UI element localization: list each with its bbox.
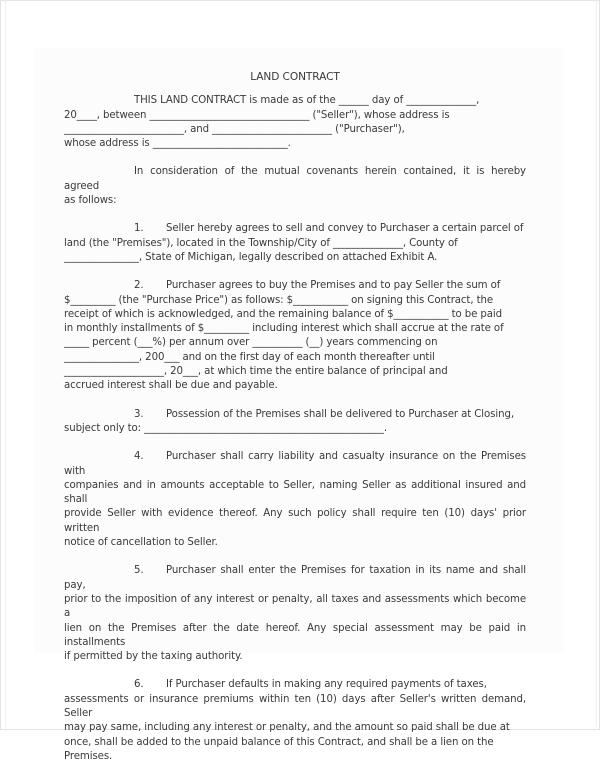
intro-line: THIS LAND CONTRACT is made as of the ______ day of ______________, xyxy=(134,95,480,107)
intro-line: whose address is ___________________________. xyxy=(64,138,291,150)
section-line: Purchaser agrees to buy the Premises and to pay Seller the sum of xyxy=(166,280,501,292)
section-line: _______________, State of Michigan, legally described on attached Exhibit A. xyxy=(64,251,438,263)
section-3 xyxy=(64,408,526,437)
section-line: accrued interest shall be due and payable. xyxy=(64,380,278,392)
document-title: LAND CONTRACT xyxy=(250,71,340,83)
section-number: 1. xyxy=(134,223,144,235)
section-line: if permitted by the taxing authority. xyxy=(64,651,243,663)
land-contract-document xyxy=(64,70,526,764)
section-number: 6. xyxy=(134,679,144,691)
section-line: Purchaser shall carry liability and casualty insurance on the Premises with xyxy=(64,451,526,477)
preamble-line: In consideration of the mutual covenants herein contained, it is hereby agreed xyxy=(64,166,526,192)
section-line: notice of cancellation to Seller. xyxy=(64,537,218,549)
section-1 xyxy=(64,222,526,265)
section-line: receipt of which is acknowledged, and the remaining balance of $___________ to be paid xyxy=(64,308,503,320)
section-6 xyxy=(64,678,526,764)
section-number: 2. xyxy=(134,280,144,292)
section-line: ____________________, 20___, at which time the entire balance of principal and xyxy=(64,366,448,378)
section-line: land (the "Premises"), located in the Township/City of ______________, County of xyxy=(64,237,458,249)
section-line: assessments or insurance premiums within ten (10) days after Seller's written demand, Seller xyxy=(64,693,526,719)
intro-line: 20____, between ________________________________ ("Seller"), whose address is xyxy=(64,109,450,121)
section-line: Seller hereby agrees to sell and convey to Purchaser a certain parcel of xyxy=(166,223,524,235)
section-line: companies and in amounts acceptable to Seller, naming Seller as additional insured and shall xyxy=(64,479,526,506)
preamble-paragraph xyxy=(64,165,526,208)
section-line: _______________, 200___ and on the first day of each month thereafter until xyxy=(64,351,435,363)
section-line: Premises. xyxy=(64,750,113,762)
section-line: subject only to: ________________________________________________. xyxy=(64,422,387,434)
intro-paragraph xyxy=(64,94,526,151)
section-line: lien on the Premises after the date hereof. Any special assessment may be paid in installments xyxy=(64,622,526,648)
preamble-line: as follows: xyxy=(64,195,117,207)
section-line: provide Seller with evidence thereof. Any such policy shall require ten (10) days' prior written xyxy=(64,508,526,534)
section-line: prior to the imposition of any interest or penalty, all taxes and assessments which become a xyxy=(64,593,526,620)
section-line: If Purchaser defaults in making any required payments of taxes, xyxy=(166,679,487,691)
section-number: 5. xyxy=(134,565,144,577)
section-line: in monthly installments of $_________ including interest which shall accrue at the rate of xyxy=(64,323,504,335)
section-line: Possession of the Premises shall be delivered to Purchaser at Closing, xyxy=(166,408,514,420)
section-line: $_________ (the "Purchase Price") as follows: $___________ on signing this Contract, the xyxy=(64,294,494,306)
section-2 xyxy=(64,279,526,393)
intro-line: ________________________, and ________________________ ("Purchaser"), xyxy=(64,123,405,135)
section-line: _____ percent (___%) per annum over __________ (__) years commencing on xyxy=(64,337,438,349)
section-number: 4. xyxy=(134,451,144,463)
section-line: may pay same, including any interest or penalty, and the amount so paid shall be due at xyxy=(64,722,510,734)
section-4 xyxy=(64,450,526,550)
section-line: Purchaser shall enter the Premises for taxation in its name and shall pay, xyxy=(64,565,526,591)
section-5 xyxy=(64,564,526,664)
section-number: 3. xyxy=(134,408,144,420)
section-line: once, shall be added to the unpaid balance of this Contract, and shall be a lien on the xyxy=(64,736,494,748)
